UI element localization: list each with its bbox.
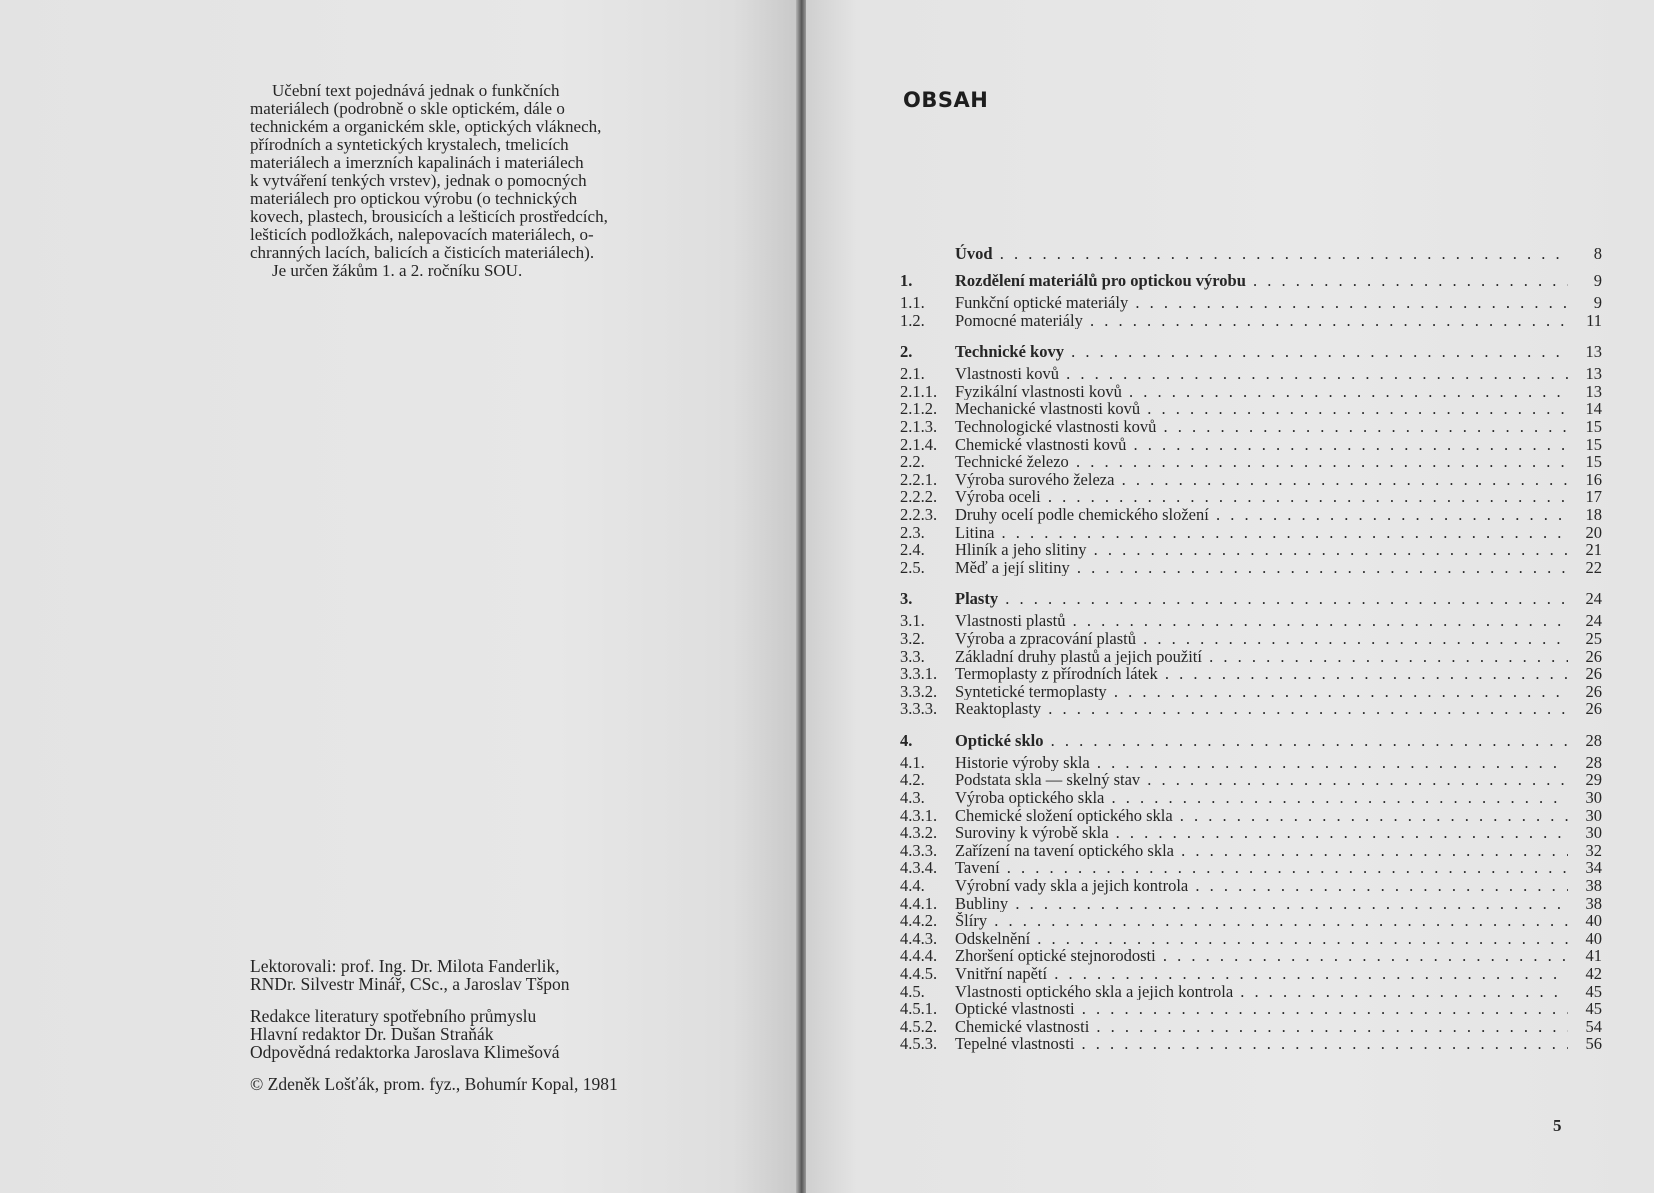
toc-entry-page: 32 [1585, 840, 1602, 860]
toc-entry-number: 4.4.3. [900, 928, 938, 948]
toc-entry-page: 9 [1593, 293, 1602, 312]
toc-entry-page: 11 [1586, 310, 1602, 330]
toc-section-row [900, 807, 1602, 825]
toc-entry-title: Funkční optické materiály . . . [955, 294, 1568, 312]
toc-section-row [900, 754, 1602, 772]
toc-entry-page: 16 [1585, 469, 1602, 489]
toc-entry-title: Technické železo . . . [955, 453, 1568, 471]
contents-title: OBSAH [903, 88, 989, 112]
toc-entry-number: 3.3. [900, 646, 925, 666]
toc-entry-number: 2.3. [900, 522, 925, 542]
toc-entry-page: 40 [1585, 928, 1602, 948]
toc-entry-number: 2.1. [900, 364, 925, 384]
toc-entry-title: Termoplasty z přírodních látek . . . [955, 665, 1568, 683]
toc-section-row [900, 859, 1602, 877]
book-description [250, 82, 710, 280]
toc-entry-page: 14 [1585, 399, 1602, 419]
toc-section-row [900, 612, 1602, 630]
toc-section-row [900, 436, 1602, 454]
toc-entry-page: 34 [1585, 858, 1602, 878]
toc-section-row [900, 1035, 1602, 1053]
toc-entry-number: 4.4. [900, 876, 925, 896]
toc-entry-page: 15 [1585, 416, 1602, 436]
left-page [0, 0, 796, 1193]
toc-entry-page: 21 [1585, 540, 1602, 560]
toc-entry-title: Vlastnosti kovů . . . [955, 365, 1568, 383]
toc-entry-number: 2.2. [900, 452, 925, 472]
toc-entry-page: 41 [1585, 946, 1602, 966]
description-line: Učební text pojednává jednak o funkčních [272, 81, 560, 100]
toc-entry-page: 26 [1585, 681, 1602, 701]
toc-section-row [900, 683, 1602, 701]
toc-section-row [900, 418, 1602, 436]
toc-entry-page: 28 [1585, 730, 1602, 750]
toc-entry-page: 42 [1585, 964, 1602, 983]
toc-entry-title: Mechanické vlastnosti kovů . . . [955, 400, 1568, 418]
toc-entry-page: 24 [1585, 611, 1602, 631]
toc-entry-title: Fyzikální vlastnosti kovů . . . [955, 383, 1568, 401]
toc-entry-page: 28 [1585, 752, 1602, 772]
toc-entry-title: Vnitřní napětí . . . [955, 965, 1568, 983]
toc-entry-page: 26 [1585, 699, 1602, 719]
toc-entry-page: 18 [1585, 504, 1602, 524]
toc-entry-number: 3.1. [900, 611, 925, 631]
reviewers-line: Lektorovali: prof. Ing. Dr. Milota Fanderlik, [250, 956, 560, 976]
toc-entry-number: 1.1. [900, 293, 925, 312]
toc-entry-title: Rozdělení materiálů pro optickou výrobu . . . [955, 271, 1568, 290]
toc-entry-number: 4.3.1. [900, 805, 938, 825]
toc-section-row [900, 471, 1602, 489]
toc-entry-page: 25 [1585, 628, 1602, 648]
toc-entry-page: 17 [1585, 487, 1602, 507]
toc-entry-page: 45 [1585, 981, 1602, 1001]
toc-entry-number: 4.4.1. [900, 893, 938, 913]
toc-entry-title: Optické sklo . . . [955, 731, 1568, 750]
toc-section-row [900, 524, 1602, 542]
toc-entry-title: Chemické vlastnosti . . . [955, 1018, 1568, 1036]
toc-section-row [900, 912, 1602, 930]
toc-entry-title: Litina . . . [955, 524, 1568, 542]
toc-entry-page: 38 [1585, 876, 1602, 896]
toc-entry-page: 15 [1585, 452, 1602, 472]
toc-entry-title: Vlastnosti plastů . . . [955, 612, 1568, 630]
toc-entry-page: 45 [1585, 999, 1602, 1019]
toc-section-row [900, 365, 1602, 383]
toc-entry-title: Historie výroby skla . . . [955, 754, 1568, 772]
toc-entry-title: Chemické vlastnosti kovů . . . [955, 436, 1568, 454]
toc-entry-number: 3.3.1. [900, 664, 938, 684]
toc-entry-page: 20 [1585, 522, 1602, 542]
toc-entry-number: 4.5.3. [900, 1034, 938, 1054]
toc-chapter-row [900, 589, 1602, 608]
toc-chapter-row [900, 731, 1602, 750]
toc-entry-number: 2.4. [900, 540, 925, 560]
toc-entry-title: Hliník a jeho slitiny . . . [955, 541, 1568, 559]
description-line: Je určen žákům 1. a 2. ročníku SOU. [272, 261, 523, 280]
toc-section-row [900, 648, 1602, 666]
toc-entry-number: 2. [900, 342, 913, 362]
toc-entry-page: 30 [1585, 788, 1602, 808]
toc-entry-number: 2.2.1. [900, 469, 938, 489]
toc-section-row [900, 983, 1602, 1001]
toc-entry-page: 26 [1585, 646, 1602, 666]
toc-entry-page: 24 [1585, 589, 1602, 609]
toc-entry-title: Zařízení na tavení optického skla . . . [955, 842, 1568, 860]
toc-entry-number: 2.2.3. [900, 504, 938, 524]
toc-entry-title: Základní druhy plastů a jejich použití . . . [955, 648, 1568, 666]
reviewers-line: RNDr. Silvestr Minář, CSc., a Jaroslav Tšpon [250, 974, 570, 994]
toc-entry-number: 3.3.2. [900, 681, 938, 701]
toc-section-row [900, 506, 1602, 524]
toc-entry-title: Výroba surového železa . . . [955, 471, 1568, 489]
toc-entry-number: 4. [900, 730, 913, 750]
toc-entry-number: 4.5. [900, 981, 925, 1001]
editorial-line: Hlavní redaktor Dr. Dušan Straňák [250, 1024, 494, 1044]
editorial-line: Odpovědná redaktorka Jaroslava Klimešová [250, 1042, 560, 1062]
toc-section-row [900, 630, 1602, 648]
toc-section-row [900, 541, 1602, 559]
toc-entry-title: Zhoršení optické stejnorodosti . . . [955, 947, 1568, 965]
toc-entry-number: 4.3.3. [900, 840, 938, 860]
toc-entry-title: Reaktoplasty . . . [955, 700, 1568, 718]
toc-entry-number: 1. [900, 271, 913, 290]
toc-entry-page: 29 [1585, 770, 1602, 790]
toc-entry-number: 2.2.2. [900, 487, 938, 507]
toc-entry-title: Chemické složení optického skla . . . [955, 807, 1568, 825]
toc-entry-title: Pomocné materiály . . . [955, 312, 1568, 330]
toc-entry-page: 9 [1593, 271, 1602, 290]
toc-entry-number: 3. [900, 589, 913, 609]
toc-entry-number: 1.2. [900, 310, 925, 330]
toc-entry-title: Technické kovy . . . [955, 342, 1568, 361]
toc-section-row [900, 383, 1602, 401]
credits-block [250, 957, 720, 1093]
toc-entry-page: 13 [1585, 381, 1602, 401]
toc-entry-title: Plasty . . . [955, 589, 1568, 608]
toc-entry-number: 4.4.2. [900, 911, 938, 931]
toc-entry-number: 4.5.1. [900, 999, 938, 1019]
toc-entry-title: Suroviny k výrobě skla . . . [955, 824, 1568, 842]
toc-entry-number: 4.4.5. [900, 964, 938, 983]
toc-entry-page: 40 [1585, 911, 1602, 931]
toc-entry-number: 3.3.3. [900, 699, 938, 719]
toc-section-row [900, 312, 1602, 330]
toc-section-row [900, 559, 1602, 577]
toc-entry-number: 4.3. [900, 788, 925, 808]
toc-entry-title: Výroba optického skla . . . [955, 789, 1568, 807]
toc-entry-title: Tavení . . . [955, 859, 1568, 877]
description-line: přírodních a syntetických krystalech, tmelicích [250, 135, 569, 154]
toc-chapter-row [900, 342, 1602, 361]
toc-entry-number: 2.1.3. [900, 416, 938, 436]
toc-entry-page: 26 [1585, 664, 1602, 684]
description-line: k vytváření tenkých vrstev), jednak o pomocných [250, 171, 587, 190]
toc-entry-page: 13 [1585, 364, 1602, 384]
toc-entry-number: 4.3.4. [900, 858, 938, 878]
toc-section-row [900, 700, 1602, 718]
description-line: lešticích podložkách, nalepovacích materiálech, o- [250, 225, 594, 244]
toc-entry-title: Výroba a zpracování plastů . . . [955, 630, 1568, 648]
toc-entry-page: 38 [1585, 893, 1602, 913]
toc-entry-number: 2.1.1. [900, 381, 938, 401]
toc-section-row [900, 930, 1602, 948]
toc-entry-title: Šlíry . . . [955, 912, 1568, 930]
description-line: chranných lacích, balicích a čisticích materiálech). [250, 243, 595, 262]
page-number: 5 [1553, 1116, 1562, 1135]
toc-entry-number: 3.2. [900, 628, 925, 648]
description-line: materiálech pro optickou výrobu (o technických [250, 189, 578, 208]
description-line: technickém a organickém skle, optických vláknech, [250, 117, 602, 136]
toc-entry-title: Podstata skla — skelný stav . . . [955, 771, 1568, 789]
toc-entry-number: 4.5.2. [900, 1016, 938, 1036]
description-line: materiálech (podrobně o skle optickém, dále o [250, 99, 565, 118]
toc-entry-page: 56 [1585, 1034, 1602, 1054]
toc-section-row [900, 1000, 1602, 1018]
toc-entry-number: 4.4.4. [900, 946, 938, 966]
toc-entry-number: 4.3.2. [900, 823, 938, 843]
toc-entry-number: 2.1.2. [900, 399, 938, 419]
toc-entry-title: Druhy ocelí podle chemického složení . . . [955, 506, 1568, 524]
toc-entry-page: 15 [1585, 434, 1602, 454]
toc-entry-title: Výrobní vady skla a jejich kontrola . . . [955, 877, 1568, 895]
toc-entry-number: 4.2. [900, 770, 925, 790]
toc-section-row [900, 665, 1602, 683]
toc-section-row [900, 877, 1602, 895]
toc-entry-number: 2.1.4. [900, 434, 938, 454]
toc-entry-title: Úvod . . . [955, 244, 1568, 263]
toc-section-row [900, 947, 1602, 965]
toc-section-row [900, 895, 1602, 913]
toc-chapter-row [900, 271, 1602, 290]
toc-entry-number: 2.5. [900, 557, 925, 577]
toc-section-row [900, 1018, 1602, 1036]
toc-entry-number: 4.1. [900, 752, 925, 772]
toc-entry-title: Měď a její slitiny . . . [955, 559, 1568, 577]
toc-entry-title: Technologické vlastnosti kovů . . . [955, 418, 1568, 436]
toc-entry-title: Optické vlastnosti . . . [955, 1000, 1568, 1018]
toc-entry-page: 13 [1585, 342, 1602, 362]
toc-entry-title: Tepelné vlastnosti . . . [955, 1035, 1568, 1053]
toc-section-row [900, 789, 1602, 807]
toc-section-row [900, 771, 1602, 789]
toc-section-row [900, 488, 1602, 506]
toc-entry-page: 30 [1585, 805, 1602, 825]
toc-entry-title: Výroba oceli . . . [955, 488, 1568, 506]
toc-entry-title: Syntetické termoplasty . . . [955, 683, 1568, 701]
toc-entry-page: 54 [1585, 1016, 1602, 1036]
description-line: kovech, plastech, brousicích a lešticích prostředcích, [250, 207, 608, 226]
toc-section-row [900, 453, 1602, 471]
table-of-contents [900, 244, 1602, 1053]
toc-entry-title: Vlastnosti optického skla a jejich kontrola . . . [955, 983, 1568, 1001]
book-gutter [796, 0, 806, 1193]
toc-entry-page: 8 [1593, 244, 1602, 263]
toc-section-row [900, 965, 1602, 983]
description-line: materiálech a imerzních kapalinách i materiálech [250, 153, 584, 172]
copyright-line: © Zdeněk Lošťák, prom. fyz., Bohumír Kopal, 1981 [250, 1074, 618, 1094]
toc-entry-page: 22 [1585, 557, 1602, 577]
toc-section-row [900, 294, 1602, 312]
toc-section-row [900, 400, 1602, 418]
toc-entry-title: Bubliny . . . [955, 895, 1568, 913]
toc-entry-page: 30 [1585, 823, 1602, 843]
toc-section-row [900, 824, 1602, 842]
toc-chapter-row [900, 244, 1602, 263]
toc-entry-title: Odskelnění . . . [955, 930, 1568, 948]
editorial-line: Redakce literatury spotřebního průmyslu [250, 1006, 537, 1026]
toc-section-row [900, 842, 1602, 860]
